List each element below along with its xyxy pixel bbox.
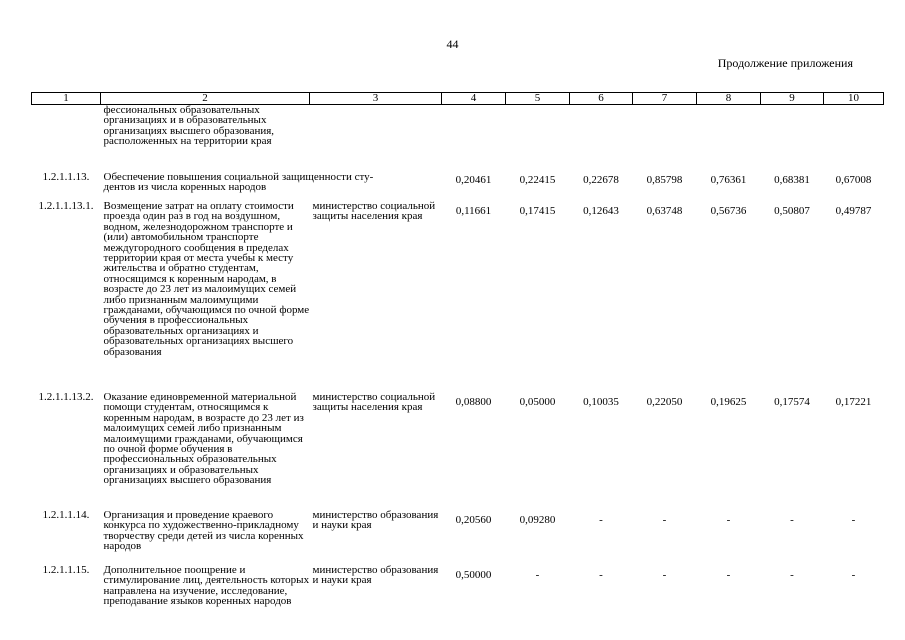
value-cell: 0,17574 — [774, 396, 810, 408]
value-cell — [824, 105, 884, 172]
row-executor: министерство образования и науки края — [312, 509, 439, 532]
table-row — [32, 201, 884, 392]
value-cell: 0,20560 — [455, 514, 492, 526]
value-cell: 0,85798 — [646, 174, 683, 186]
column-header: 10 — [824, 93, 884, 105]
value-cell: 0,08800 — [455, 396, 492, 408]
column-header: 1 — [32, 93, 101, 105]
header-row — [32, 93, 884, 105]
value-cell: 0,22415 — [519, 174, 556, 186]
row-code: 1.2.1.1.13.2. — [38, 391, 94, 403]
row-code: 1.2.1.1.14. — [42, 509, 90, 521]
value-cell: 0,22678 — [583, 174, 619, 186]
value-cell: - — [599, 569, 603, 581]
column-header: 8 — [697, 93, 761, 105]
value-cell: 0,50000 — [455, 569, 492, 581]
table-row — [32, 171, 884, 201]
value-cell: 0,17221 — [835, 396, 872, 408]
row-name: Возмещение затрат на оплату стоимости проезда один раз в год на воздушном, водном, железнодорожном транспорте и (или) автомобильном транспорте междугородного сообщения в пределах территории края от места учебы к месту жительства и обратно студентам, относящимся к коренным народам, в возрасте до 23 лет из малоимущих семей либо признанным малоимущими гражданами, обучающимся по очной форме обучения в профессиональных образовательных организациях и образовательных организациях высшего образования — [103, 200, 310, 358]
value-cell: 0,11661 — [455, 205, 492, 217]
appendix-table — [31, 92, 884, 624]
table-row — [32, 105, 884, 172]
row-code: 1.2.1.1.13. — [42, 171, 90, 183]
value-cell: 0,05000 — [519, 396, 556, 408]
row-executor — [310, 105, 442, 172]
column-header: 6 — [570, 93, 633, 105]
value-cell: - — [851, 569, 856, 581]
value-cell: 0,50807 — [774, 205, 810, 217]
value-cell — [506, 105, 570, 172]
value-cell: - — [726, 514, 731, 526]
page-number: 44 — [446, 37, 459, 51]
row-name: Дополнительное поощрение и стимулирование лиц, деятельность которых направлена на изучение, исследование, преподавание языков коренных народов — [103, 564, 310, 608]
row-executor: министерство социальной защиты населения края — [312, 200, 436, 223]
column-header: 7 — [633, 93, 697, 105]
value-cell: 0,76361 — [710, 174, 747, 186]
value-cell: - — [790, 569, 794, 581]
value-cell: - — [599, 514, 603, 526]
value-cell: 0,49787 — [835, 205, 872, 217]
column-header: 5 — [506, 93, 570, 105]
table-row — [32, 392, 884, 510]
value-cell: - — [662, 514, 667, 526]
column-header: 2 — [101, 93, 310, 105]
column-header: 3 — [310, 93, 442, 105]
value-cell: - — [726, 569, 731, 581]
value-cell: 0,67008 — [835, 174, 872, 186]
row-code: 1.2.1.1.13.1. — [38, 200, 94, 212]
value-cell: 0,22050 — [646, 396, 683, 408]
table-row — [32, 510, 884, 565]
value-cell: 0,20461 — [455, 174, 492, 186]
value-cell — [761, 105, 824, 172]
value-cell: 0,56736 — [710, 205, 747, 217]
value-cell — [442, 105, 506, 172]
row-name — [101, 171, 442, 201]
row-name-line1: Обеспечение повышения социальной защищенности сту- — [103, 171, 374, 183]
row-name: Организация и проведение краевого конкурса по художественно-прикладному творчеству среди детей из числа коренных народов — [103, 509, 304, 553]
value-cell: - — [851, 514, 856, 526]
caption: Продолжение приложения — [717, 56, 853, 70]
row-name-rest: дентов из числа коренных народов — [103, 181, 267, 194]
value-cell: - — [535, 569, 540, 581]
value-cell: 0,19625 — [710, 396, 747, 408]
row-executor: министерство социальной защиты населения края — [312, 391, 436, 414]
value-cell: 0,68381 — [774, 174, 810, 186]
row-name: Оказание единовременной материальной помощи студентам, относящимся к коренным народам, в возрасте до 23 лет из малоимущих семей либо признанным малоимущими гражданами, обучающимся по очной форме обучения в профессиональных образовательных организациях и образовательных организациях высшего образования — [103, 391, 304, 487]
value-cell — [633, 105, 697, 172]
column-header: 9 — [761, 93, 824, 105]
table-row — [32, 565, 884, 624]
row-name: фессиональных образовательных организациях и в образовательных организациях высшего образования, расположенных на территории края — [103, 104, 275, 148]
value-cell: - — [662, 569, 667, 581]
column-header: 4 — [442, 93, 506, 105]
value-cell: 0,10035 — [583, 396, 619, 408]
value-cell: - — [790, 514, 794, 526]
value-cell — [570, 105, 633, 172]
value-cell: 0,17415 — [519, 205, 556, 217]
row-code — [32, 105, 101, 172]
row-executor: министерство образования и науки края — [312, 564, 439, 587]
row-code: 1.2.1.1.15. — [42, 564, 90, 576]
value-cell: 0,09280 — [519, 514, 556, 526]
value-cell — [697, 105, 761, 172]
value-cell: 0,63748 — [646, 205, 683, 217]
value-cell: 0,12643 — [583, 205, 619, 217]
